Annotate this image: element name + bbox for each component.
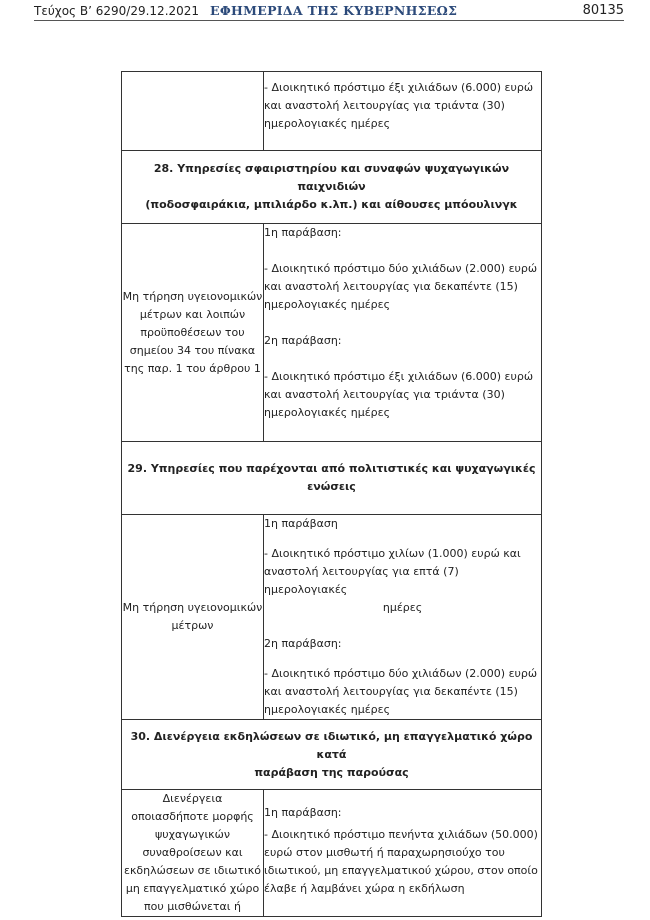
penalty-line: ημερολογιακές ημέρες bbox=[264, 703, 391, 716]
gazette-title: ΕΦΗΜΕΡΙΔΑ ΤΗΣ ΚΥΒΕΡΝΗΣΕΩΣ bbox=[210, 3, 458, 18]
penalty-cell bbox=[264, 72, 542, 151]
violation-line: ψυχαγωγικών bbox=[154, 828, 231, 841]
violation-cell bbox=[122, 515, 264, 720]
title-line: 28. Υπηρεσίες σφαιριστηρίου και συναφών ψυχαγωγικών παιχνιδιών bbox=[153, 162, 510, 193]
penalty-line: και αναστολή λειτουργίας για δεκαπέντε (15) bbox=[264, 685, 518, 698]
title-line: παράβαση της παρούσας bbox=[254, 765, 409, 779]
penalty-line: ημερολογιακές ημέρες bbox=[264, 298, 391, 311]
violation-line: μη επαγγελματικό χώρο bbox=[125, 882, 260, 895]
second-offense-label: 2η παράβαση: bbox=[264, 334, 342, 347]
penalties-table bbox=[121, 71, 542, 917]
penalty-line: ημέρες bbox=[382, 601, 423, 614]
title-line: 29. Υπηρεσίες που παρέχονται από πολιτιστικές και ψυχαγωγικές ενώσεις bbox=[127, 462, 536, 493]
violation-line: συναθροίσεων και bbox=[142, 846, 243, 859]
violation-line: που μισθώνεται ή bbox=[143, 900, 241, 913]
violation-line: σημείου 34 του πίνακα bbox=[129, 343, 256, 357]
violation-line: Διενέργεια bbox=[162, 792, 223, 805]
penalty-cell bbox=[264, 224, 542, 442]
section-30-title bbox=[122, 720, 542, 790]
violation-line: οποιασδήποτε μορφής bbox=[131, 810, 254, 823]
penalty-line: και αναστολή λειτουργίας για δεκαπέντε (15) bbox=[264, 280, 518, 293]
violation-line: μέτρων bbox=[171, 619, 214, 632]
violation-line: προϋποθέσεων του bbox=[140, 325, 245, 339]
table-row bbox=[122, 72, 542, 151]
penalty-line: έλαβε ή λαμβάνει χώρα η εκδήλωση bbox=[264, 882, 465, 895]
title-line: 30. Διενέργεια εκδηλώσεων σε ιδιωτικό, μη επαγγελματικό χώρο κατά bbox=[130, 729, 533, 761]
penalty-line: και αναστολή λειτουργίας για τριάντα (30) bbox=[264, 388, 505, 401]
table-row bbox=[122, 790, 542, 917]
penalty-line: - Διοικητικό πρόστιμο έξι χιλιάδων (6.000) ευρώ bbox=[264, 370, 534, 383]
header-rule bbox=[34, 20, 624, 21]
violation-line: της παρ. 1 του άρθρου 1 bbox=[124, 361, 261, 375]
penalty-line: - Διοικητικό πρόστιμο δύο χιλιάδων (2.000) ευρώ bbox=[264, 262, 538, 275]
violation-cell bbox=[122, 790, 264, 917]
first-offense-label: 1η παράβαση: bbox=[264, 226, 342, 239]
penalty-cell bbox=[264, 515, 542, 720]
penalty-line: ημερολογιακές ημέρες bbox=[264, 117, 391, 130]
violation-line: μέτρων και λοιπών bbox=[139, 307, 246, 321]
page-number: 80135 bbox=[582, 3, 624, 18]
violation-line: Μη τήρηση υγειονομικών bbox=[122, 289, 263, 303]
section-heading-row bbox=[122, 442, 542, 515]
violation-line: εκδηλώσεων σε ιδιωτικό bbox=[124, 864, 261, 877]
section-29-title bbox=[122, 442, 542, 515]
left-cell bbox=[122, 72, 264, 151]
section-heading-row bbox=[122, 151, 542, 224]
section-heading-row bbox=[122, 720, 542, 790]
issue-number: Τεύχος Β’ 6290/29.12.2021 bbox=[34, 4, 200, 18]
penalty-line: και αναστολή λειτουργίας για τριάντα (30) bbox=[264, 99, 505, 112]
violation-line: Μη τήρηση υγειονομικών bbox=[122, 601, 263, 614]
page-header bbox=[0, 0, 650, 22]
penalty-line: ιδιωτικού, μη επαγγελματικού χώρου, στον οποίο bbox=[264, 864, 538, 877]
first-offense-label: 1η παράβαση: bbox=[264, 806, 342, 819]
second-offense-label: 2η παράβαση: bbox=[264, 637, 342, 650]
penalty-cell bbox=[264, 790, 542, 917]
penalty-line: - Διοικητικό πρόστιμο πενήντα χιλιάδων (50.000) bbox=[264, 828, 538, 841]
first-offense-label: 1η παράβαση bbox=[264, 517, 338, 530]
section-28-title bbox=[122, 151, 542, 224]
penalty-line: - Διοικητικό πρόστιμο δύο χιλιάδων (2.000) ευρώ bbox=[264, 667, 538, 680]
penalty-line: ημερολογιακές ημέρες bbox=[264, 406, 391, 419]
table-row bbox=[122, 224, 542, 442]
violation-cell bbox=[122, 224, 264, 442]
table-row bbox=[122, 515, 542, 720]
penalty-line: ευρώ στον μισθωτή ή παραχωρησιούχο του bbox=[264, 846, 505, 859]
penalty-line: - Διοικητικό πρόστιμο χιλίων (1.000) ευρώ και bbox=[264, 547, 521, 560]
penalty-line: - Διοικητικό πρόστιμο έξι χιλιάδων (6.000) ευρώ bbox=[264, 81, 534, 94]
penalty-line: αναστολή λειτουργίας για επτά (7) ημερολογιακές bbox=[264, 565, 459, 596]
title-line: (ποδοσφαιράκια, μπιλιάρδο κ.λπ.) και αίθουσες μπόουλινγκ bbox=[145, 198, 518, 211]
